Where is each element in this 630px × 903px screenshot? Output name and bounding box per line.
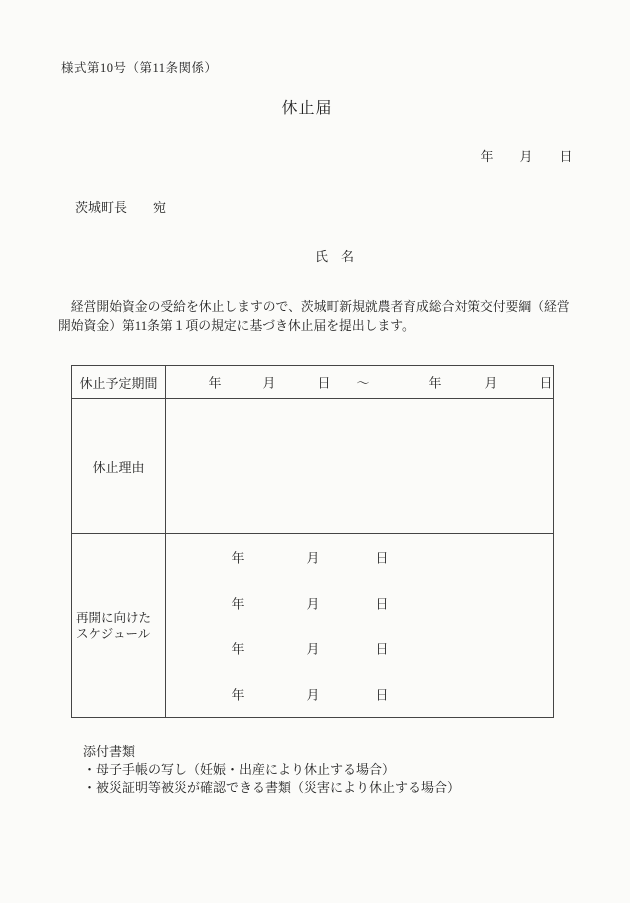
period-start-month-label: 月 [262,375,276,391]
reason-value-cell [166,399,553,534]
schedule-year-label: 年 [231,550,245,566]
period-end-month-label: 月 [484,375,498,391]
schedule-label-line2: スケジュール [76,626,151,641]
schedule-day-label: 日 [375,550,389,566]
paragraph-line-2: 開始資金）第11条第１項の規定に基づき休止届を提出します。 [58,319,415,333]
schedule-label-line1: 再開に向けた [76,610,152,625]
schedule-month-label: 月 [306,687,320,703]
attachment-item: ・母子手帳の写し（妊娠・出産により休止する場合） [83,762,396,777]
period-end-year-label: 年 [428,375,442,391]
period-tilde: ～ [356,375,370,391]
schedule-row [166,671,553,717]
schedule-year-label: 年 [231,641,245,657]
schedule-row [166,534,553,580]
attachments-heading: 添付書類 [83,744,136,759]
schedule-row [166,626,553,672]
suspension-table [71,365,554,718]
attachment-item: ・被災証明等被災が確認できる書類（災害により休止する場合） [83,780,461,795]
period-value-cell [166,366,553,399]
schedule-day-label: 日 [375,596,389,612]
schedule-label-cell [72,534,166,717]
schedule-year-label: 年 [231,687,245,703]
page-title: 休止届 [281,100,333,117]
period-end-day-label: 日 [539,375,553,391]
paragraph-line-1: 経営開始資金の受給を休止しますので、茨城町新規就農者育成総合対策交付要綱（経営 [58,300,570,314]
period-start-day-label: 日 [317,375,331,391]
period-label-cell [72,366,166,399]
body-paragraph [58,298,570,336]
reason-label: 休止理由 [92,459,145,475]
schedule-month-label: 月 [306,550,320,566]
form-number: 様式第10号（第11条関係） [61,61,218,75]
schedule-row [166,580,553,626]
schedule-month-label: 月 [306,596,320,612]
schedule-value-cell [166,534,553,717]
period-label: 休止予定期間 [79,375,158,391]
schedule-day-label: 日 [375,641,389,657]
schedule-year-label: 年 [231,596,245,612]
name-label: 氏 名 [315,249,355,264]
date-day-label: 日 [559,149,573,164]
date-line [0,146,630,164]
date-year-label: 年 [480,149,494,164]
schedule-month-label: 月 [306,641,320,657]
attachments-section [83,743,460,797]
addressee-line: 茨城町長 宛 [75,200,167,215]
period-start-year-label: 年 [208,375,222,391]
schedule-day-label: 日 [375,687,389,703]
date-month-label: 月 [519,149,533,164]
reason-label-cell [72,399,166,534]
